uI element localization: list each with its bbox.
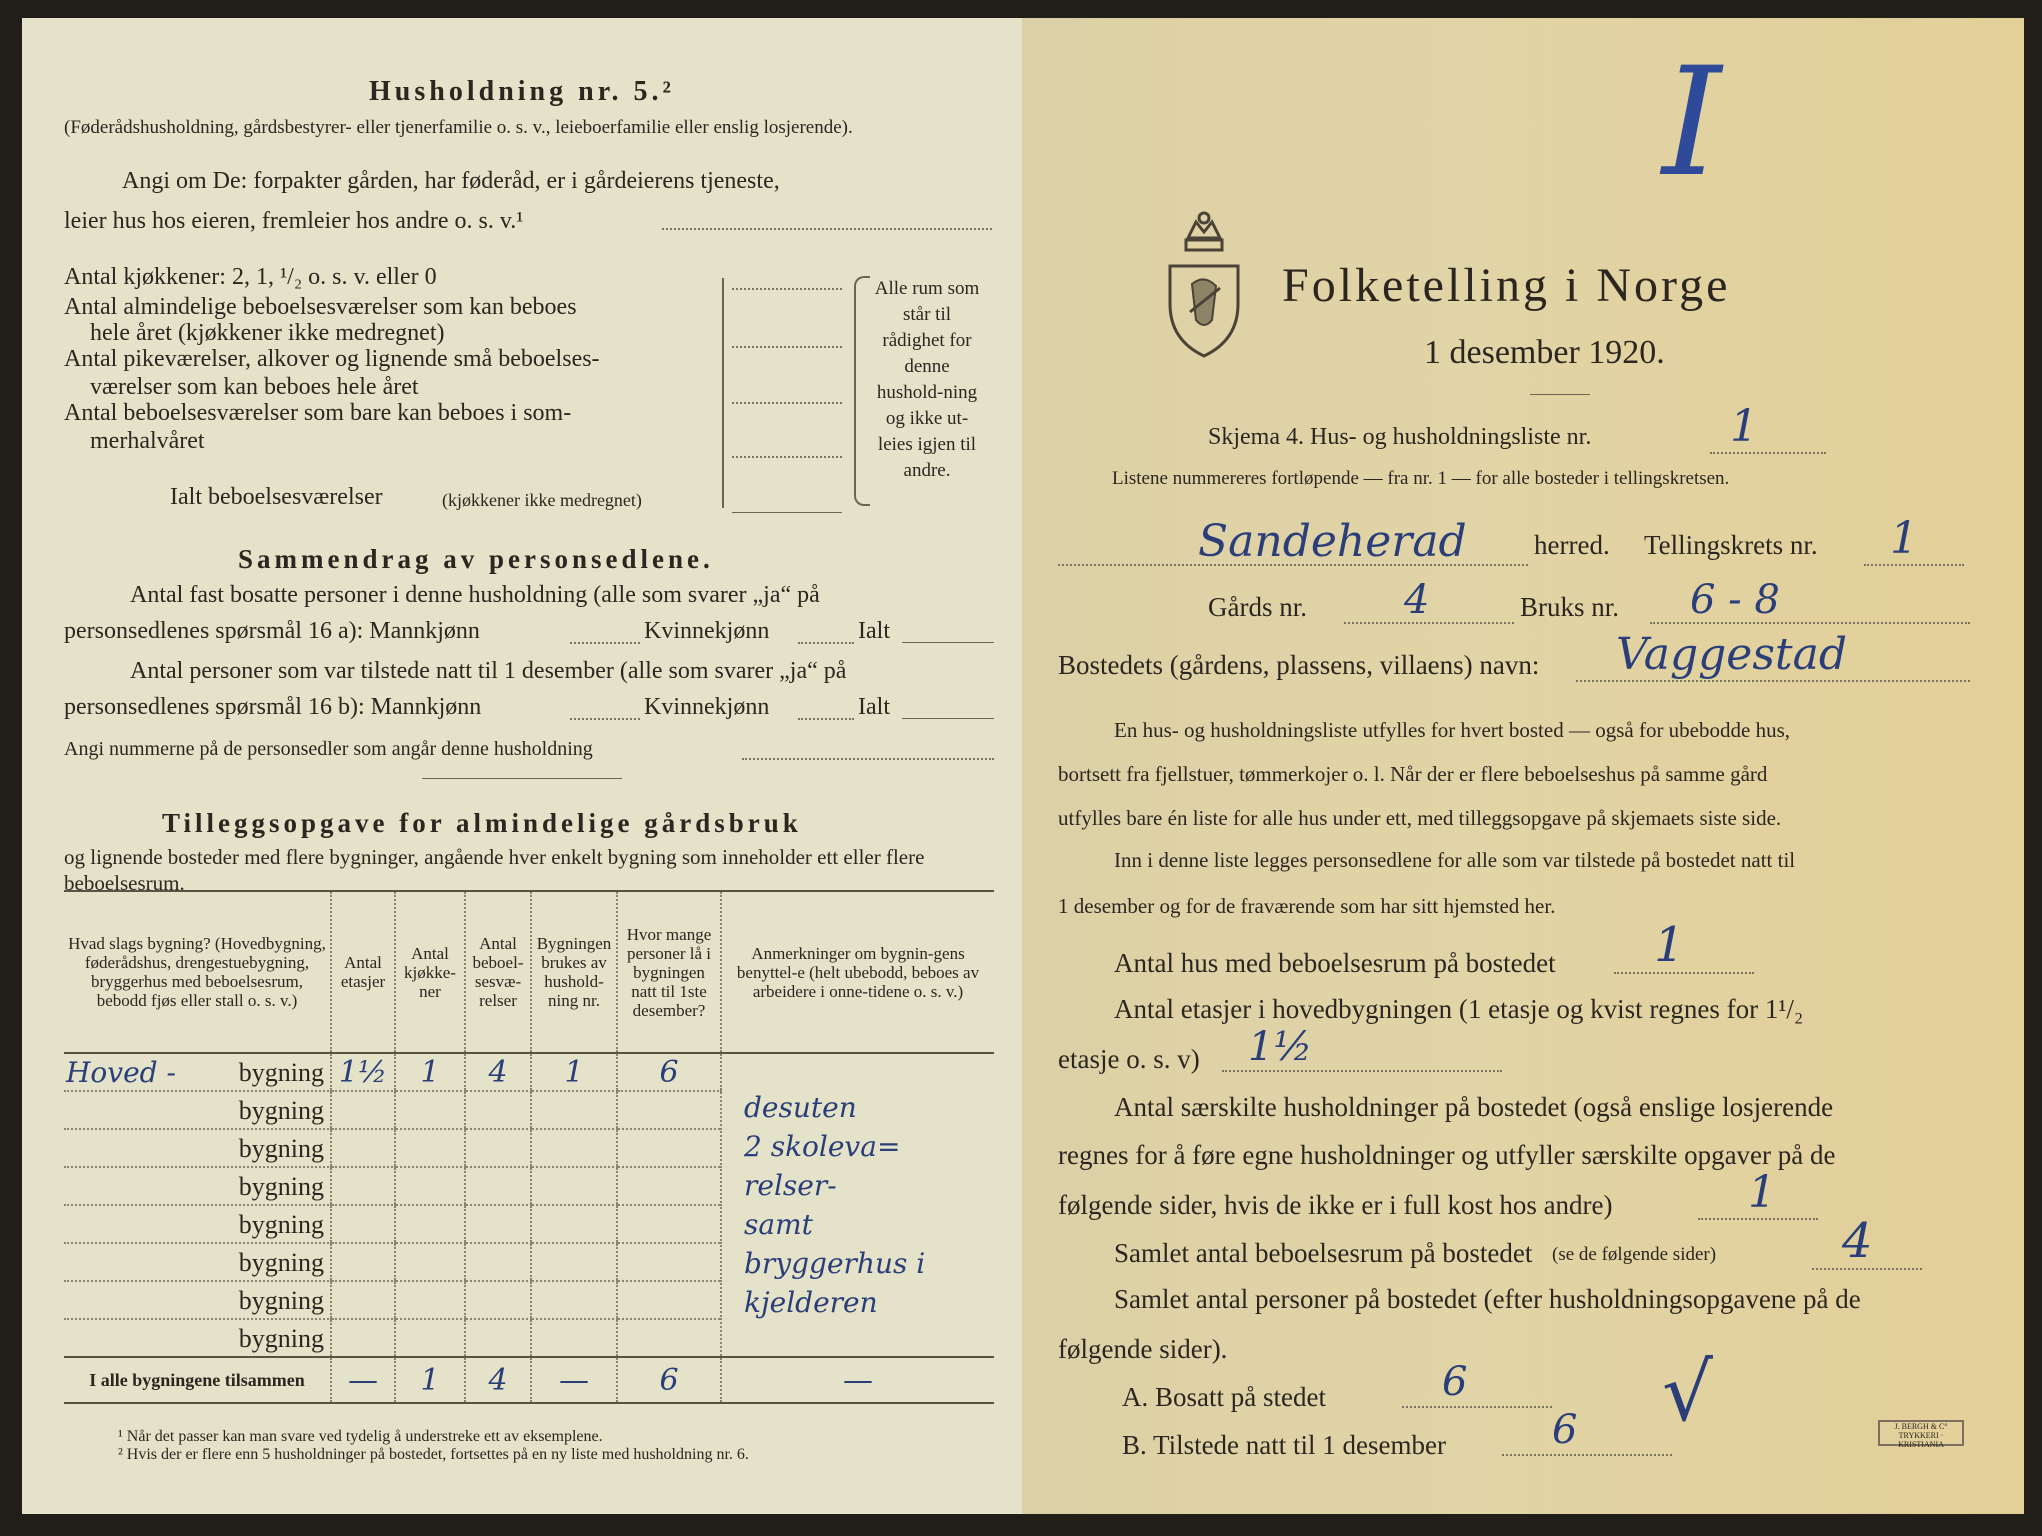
persons-question-2: følgende sider). [1058,1334,1228,1364]
header-rooms: Antal beboel-sesvæ-relser [465,891,531,1053]
present-total-label: Ialt [858,694,890,720]
section-divider [422,778,622,779]
rooms-side-note: Alle rum som står til rådighet for denne hushold-ning og ikke ut-leies igjen til andre. [874,278,980,481]
remarks-text [744,1088,992,1322]
persons-cell[interactable] [617,1205,721,1243]
brace [854,276,870,506]
building-type-cell[interactable]: bygning [64,1129,331,1167]
answer-column-divider [722,278,844,508]
bosted-value[interactable]: Vaggestad [1576,630,1970,682]
building-prefix: Hoved - [66,1055,176,1089]
supplement-text: og lignende bosteder med flere bygninger, angående hver enkelt bygning som inneholder ett eller flere beboelsesrum. [64,845,925,895]
numbering-note: Listene nummereres fortløpende — fra nr. 1 — for alle bosteder i tellingskretsen. [1112,468,1730,489]
present-persons-line-1: Antal personer som var tilstede natt til 1 desember (alle som svarer „ja“ på [130,658,847,684]
persons-cell[interactable] [617,1129,721,1167]
floors-cell[interactable] [331,1091,395,1129]
schema-label: Skjema 4. Hus- og husholdningsliste nr. [1208,424,1592,450]
rooms-cell[interactable] [465,1281,531,1319]
present-total-answer[interactable] [902,718,994,719]
form-date: 1 desember 1920. [1424,334,1665,371]
form-title: Folketelling i Norge [1282,259,1731,312]
gards-label: Gårds nr. [1208,592,1307,622]
numbers-answer[interactable] [742,758,994,760]
present-answer[interactable]: 6 [1502,1406,1672,1456]
building-type-cell[interactable]: bygning [64,1319,331,1357]
header-household: Bygningen brukes av hushold-ning nr. [531,891,617,1053]
fixed-total-label: Ialt [858,618,890,644]
remark-line: relser- [744,1169,837,1202]
households-question-2: regnes for å føre egne husholdninger og utfyller særskilte opgaver på de [1058,1140,1836,1170]
krets-value[interactable]: 1 [1864,514,1964,566]
kitchens-cell[interactable] [395,1129,465,1167]
households-answer[interactable]: 1 [1698,1168,1818,1220]
household-cell[interactable]: 1 [531,1053,617,1091]
remark-line: kjelderen [744,1286,878,1319]
kitchens-cell[interactable] [395,1243,465,1281]
title-rule [1530,394,1590,395]
persons-cell[interactable] [617,1243,721,1281]
floors-cell[interactable] [331,1319,395,1357]
kitchens-cell[interactable]: 1 [395,1053,465,1091]
bosted-label: Bostedets (gårdens, plassens, villaens) navn: [1058,650,1540,680]
floors-cell[interactable] [331,1243,395,1281]
floors-cell[interactable] [331,1167,395,1205]
summer-rooms-label-1: Antal beboelsesværelser som bare kan beboes i som- [64,400,572,426]
maid-answer[interactable] [732,402,842,404]
houses-question: Antal hus med beboelsesrum på bostedet [1114,948,1556,978]
floors-cell[interactable] [331,1205,395,1243]
building-word: bygning [238,1057,324,1087]
persons-cell[interactable] [617,1281,721,1319]
rooms-answer[interactable]: 4 [1812,1214,1922,1270]
remark-line: desuten [744,1091,857,1124]
ordinary-rooms-label-2: hele året (kjøkkener ikke medregnet) [90,320,445,346]
kitchens-answer[interactable] [732,288,842,290]
household-cell[interactable] [531,1091,617,1129]
header-remarks: Anmerkninger om bygnin-gens benyttel-e (helt ubebodd, beboes av arbeidere i onne-tidene o. s. v.) [721,891,994,1053]
building-type-cell[interactable] [64,1053,331,1091]
remark-line: bryggerhus i [744,1247,926,1280]
right-page [1022,18,2024,1514]
summer-answer[interactable] [732,456,842,458]
totals-label: I alle bygningene tilsammen [89,1369,305,1390]
building-type-cell[interactable]: bygning [64,1243,331,1281]
header-floors: Antal etasjer [331,891,395,1053]
angi-answer-line[interactable] [662,228,992,230]
herred-value[interactable]: Sandeherad [1058,520,1528,566]
maid-rooms-label-2: værelser som kan beboes hele året [90,374,419,400]
maid-rooms-label-1: Antal pikeværelser, alkover og lignende små beboelses- [64,346,600,372]
household-cell[interactable] [531,1281,617,1319]
household-cell[interactable] [531,1129,617,1167]
kitchens-cell[interactable] [395,1205,465,1243]
fixed-total-answer[interactable] [902,642,994,643]
rooms-cell[interactable] [465,1243,531,1281]
angi-line-2: leier hus hos eieren, fremleier hos andre o. s. v.¹ [64,208,524,234]
instruction-line-2: bortsett fra fjellstuer, tømmerkojer o. l. Når der er flere beboelseshus på samme gård [1058,762,1768,786]
schema-value[interactable]: 1 [1710,402,1826,454]
floors-answer[interactable]: 1½ [1222,1024,1502,1072]
building-type-cell[interactable]: bygning [64,1281,331,1319]
present-female-answer[interactable] [798,718,854,720]
rooms-cell[interactable] [465,1091,531,1129]
persons-question-1: Samlet antal personer på bostedet (efter husholdningsopgavene på de [1114,1284,1861,1314]
footnote-2: ² Hvis der er flere enn 5 husholdninger på bostedet, fortsettes på en ny liste med husholdning nr. 6. [118,1446,749,1463]
floors-cell[interactable]: 1½ [331,1053,395,1091]
floors-cell[interactable] [331,1281,395,1319]
building-type-cell[interactable]: bygning [64,1167,331,1205]
fixed-persons-line-1: Antal fast bosatte personer i denne husholdning (alle som svarer „ja“ på [130,582,820,608]
total-persons[interactable]: 6 [617,1357,721,1403]
floors-question-1: Antal etasjer i hovedbygningen (1 etasje og kvist regnes for 1¹/₂ [1114,994,1804,1024]
table-row [64,1053,994,1091]
kitchens-cell[interactable] [395,1319,465,1357]
instruction-line-1: En hus- og husholdningsliste utfylles for hvert bosted — også for ubebodde hus, [1114,718,1790,742]
coat-of-arms-icon [1162,208,1246,358]
total-rooms-note: (kjøkkener ikke medregnet) [442,490,642,510]
kitchens-cell[interactable] [395,1167,465,1205]
check-mark: √ [1662,1346,1713,1439]
footnote-1: ¹ Når det passer kan man svare ved tydelig å understreke ett av eksemplene. [118,1428,603,1445]
header-kitchens: Antal kjøkke-ner [395,891,465,1053]
fixed-female-label: Kvinnekjønn [644,618,770,644]
persons-cell[interactable]: 6 [617,1053,721,1091]
household-cell[interactable] [531,1205,617,1243]
building-type-cell[interactable]: bygning [64,1091,331,1129]
summary-title: Sammendrag av personsedlene. [238,544,714,574]
fixed-male-answer[interactable] [570,642,640,644]
household-cell[interactable] [531,1319,617,1357]
houses-answer[interactable]: 1 [1614,918,1754,974]
rooms-cell[interactable]: 4 [465,1053,531,1091]
fixed-female-answer[interactable] [798,642,854,644]
persons-cell[interactable] [617,1319,721,1357]
angi-line-1: Angi om De: forpakter gården, har føderåd, er i gårdeierens tjeneste, [122,168,780,194]
resident-label: A. Bosatt på stedet [1122,1382,1326,1412]
bruks-value[interactable]: 6 - 8 [1650,578,1970,624]
present-female-label: Kvinnekjønn [644,694,770,720]
gards-value[interactable]: 4 [1344,578,1514,624]
fixed-persons-line-2: personsedlenes spørsmål 16 a): Mannkjønn [64,618,480,644]
total-remarks[interactable]: — [721,1357,994,1403]
instruction-line-5: 1 desember og for de fraværende som har sitt hjemsted her. [1058,894,1556,918]
kitchens-label: Antal kjøkkener: 2, 1, ¹/₂ o. s. v. eller 0 [64,264,437,290]
households-question-1: Antal særskilte husholdninger på bostedet (også enslige losjerende [1114,1092,1834,1122]
persons-cell[interactable] [617,1091,721,1129]
resident-answer[interactable]: 6 [1402,1358,1552,1408]
krets-label: Tellingskrets nr. [1644,530,1818,560]
household-note: (Føderådshusholdning, gårdsbestyrer- eller tjenerfamilie o. s. v., leieboerfamilie eller enslig losjerende). [64,117,853,138]
rooms-cell[interactable] [465,1319,531,1357]
total-floors[interactable]: — [331,1357,395,1403]
corner-mark: I [1662,36,1722,210]
printer-stamp: J. BERGH & C° TRYKKERI · KRISTIANIA [1878,1420,1964,1446]
herred-label: herred. [1534,530,1610,560]
total-rooms-label: Ialt beboelsesværelser [170,484,383,510]
household-cell[interactable] [531,1243,617,1281]
kitchens-cell[interactable] [395,1091,465,1129]
floors-cell[interactable] [331,1129,395,1167]
buildings-table [64,890,994,1404]
numbers-label: Angi nummerne på de personsedler som angår denne husholdning [64,738,593,760]
persons-cell[interactable] [617,1167,721,1205]
ordinary-rooms-label-1: Antal almindelige beboelsesværelser som kan beboes [64,294,577,320]
remark-line: samt [744,1208,813,1241]
totals-row [64,1357,994,1403]
bruks-label: Bruks nr. [1520,592,1620,622]
summer-rooms-label-2: merhalvåret [90,428,205,454]
rooms-cell[interactable] [465,1167,531,1205]
rooms-cell[interactable] [465,1205,531,1243]
household-cell[interactable] [531,1167,617,1205]
total-household[interactable]: — [531,1357,617,1403]
rooms-cell[interactable] [465,1129,531,1167]
rooms-question: Samlet antal beboelsesrum på bostedet [1114,1238,1533,1268]
total-answer[interactable] [732,512,842,513]
rooms-question-note: (se de følgende sider) [1552,1244,1717,1265]
left-page [22,18,1022,1514]
total-kitchens[interactable]: 1 [395,1357,465,1403]
supplement-title: Tilleggsopgave for almindelige gårdsbruk [162,808,802,838]
instruction-line-4: Inn i denne liste legges personsedlene for alle som var tilstede på bostedet natt til [1114,848,1796,872]
instruction-line-3: utfylles bare én liste for alle hus under ett, med tilleggsopgave på skjemaets siste side. [1058,806,1782,830]
households-question-3: følgende sider, hvis de ikke er i full kost hos andre) [1058,1190,1613,1220]
present-persons-line-2: personsedlenes spørsmål 16 b): Mannkjønn [64,694,482,720]
present-label: B. Tilstede natt til 1 desember [1122,1430,1446,1460]
remarks-cell[interactable] [721,1053,994,1357]
present-male-answer[interactable] [570,718,640,720]
kitchens-cell[interactable] [395,1281,465,1319]
remark-line: 2 skoleva= [744,1130,901,1163]
household-title: Husholdning nr. 5.² [369,76,675,107]
ordinary-answer[interactable] [732,346,842,348]
floors-question-2: etasje o. s. v) [1058,1044,1200,1074]
building-type-cell[interactable]: bygning [64,1205,331,1243]
header-persons: Hvor mange personer lå i bygningen natt til 1ste desember? [617,891,721,1053]
total-rooms[interactable]: 4 [465,1357,531,1403]
header-building-type: Hvad slags bygning? (Hovedbygning, føderådshus, drengestuebygning, bryggerhus med beboelsesrum, bebodd fjøs eller stall o. s. v.) [68,934,326,1010]
